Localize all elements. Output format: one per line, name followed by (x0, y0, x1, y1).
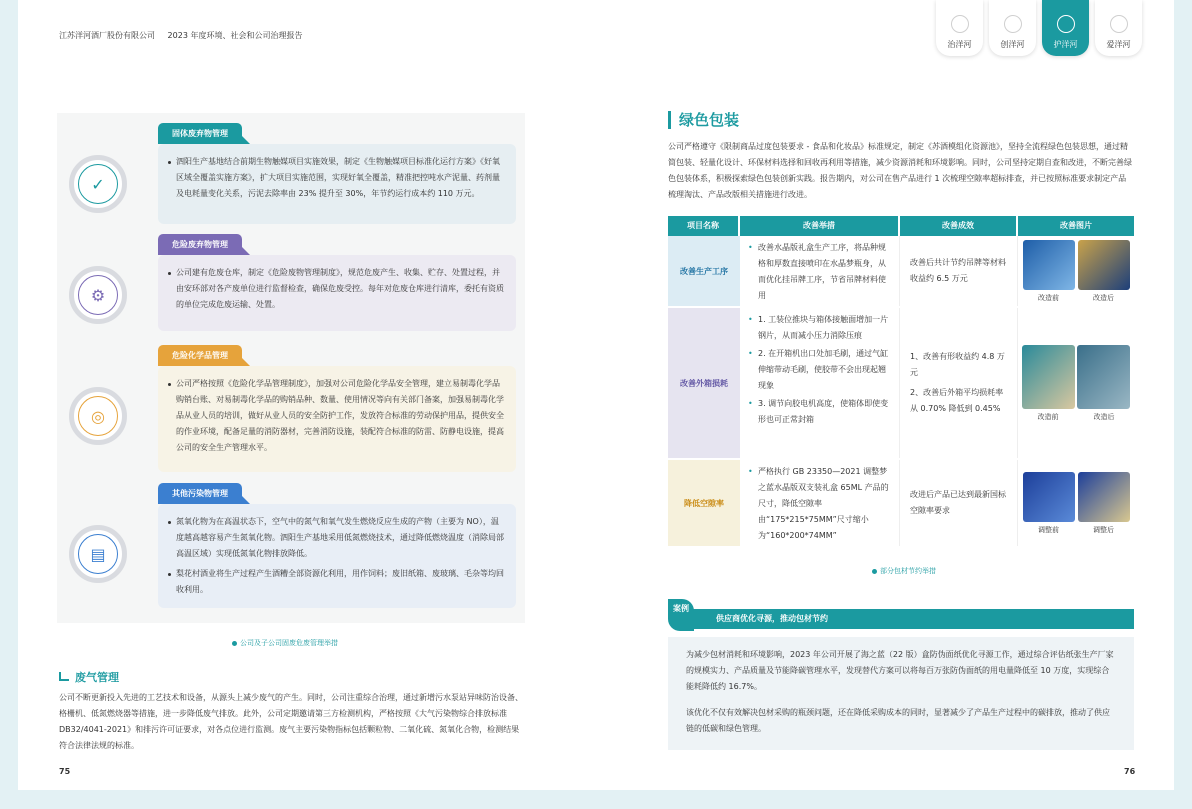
photo-after (1077, 345, 1130, 409)
row-results: 改善后共计节约吊牌等材料收益约 6.5 万元 (900, 236, 1018, 306)
left-caption: 公司及子公司固废危废管理举措 (232, 638, 338, 648)
row-measures: • 1. 工装位推块与箱体接触面增加一片钢片，从而减小压力消除压痕 • 2. 在开箱机出口处加毛刷，通过气缸伸缩带动毛刷，使胶带不会出现起翘现象 • 3. 调节向胶电机高度，使箱体即使变形也可正常封箱 (740, 308, 900, 458)
tab-protect[interactable]: 护洋河 (1042, 0, 1089, 56)
chemical-label: 危险化学品管理 (158, 345, 242, 366)
table-row (668, 308, 1134, 460)
care-icon (1110, 15, 1128, 33)
hazard-waste-item: 公司建有危废仓库，制定《危险废物管理制度》，规范危废产生、收集、贮存、处置过程，并由安环部对各产废单位进行监督检查，确保危废受控。每年对危废仓库进行清库，委托有资质的单位完成危废运输、处置。 (168, 265, 506, 313)
solid-waste-item: 泗阳生产基地结合前期生物触媒项目实施效果，制定《生物触媒项目标准化运行方案》《好氧区域全覆盖实施方案》，扩大项目实施范围，实现好氧全覆盖，精准把控吨水产泥量、药剂量及电耗量变化关系，污泥去除率由 23% 提升至 30%，年节约运行成本约 110 万元。 (168, 154, 506, 202)
page-number-right: 76 (1124, 767, 1136, 776)
hazard-waste-section (57, 234, 525, 338)
chemical-item: 公司严格按照《危险化学品管理制度》，加强对公司危险化学品安全管理，建立易制毒化学品购销台账、对易制毒化学品的购销品种、数量、使用情况等向有关部门备案，加强易制毒化学品从业人员的培训，做好从业人员的安全防护工作，发放符合标准的劳动保护用品，提供安全的作业环境，配备足量的消防器材，完善消防设施，装配符合标准的防雷、防静电设施，提高公司的安全生产管理水平。 (168, 376, 506, 456)
page-frame-left (0, 0, 18, 809)
chemical-section (57, 345, 525, 475)
report-title: 2023 年度环境、社会和公司治理报告 (167, 31, 303, 40)
hazard-waste-text-box (158, 255, 516, 331)
photo-before (1023, 240, 1075, 290)
green-packaging-text: 公司严格遵守《限制商品过度包装要求 - 食品和化妆品》标准规定，制定《苏酒模组化资源池》，坚持全流程绿色包装思想，通过精简包装、轻量化设计、环保材料选择和回收再利用等措施，减少资源消耗和环境影响。同时，公司坚持定期自查和改进，不断完善绿色包装体系，积极探索绿色包装创新实践。报告期内，对公司在售产品进行 1 次梳理空隙率超标排查，并已按照标准要求制定产品梳理淘汰、产品改版相关措施进行改进。 (668, 142, 1132, 199)
pollutant-text-box (158, 504, 516, 608)
pollutant-section (57, 483, 525, 613)
hazard-waste-icon: ⚙ (78, 275, 118, 315)
row-measures: • 严格执行 GB 23350—2021 调整梦之蓝水晶版双支装礼盒 65ML 产品的尺寸，降低空隙率由“175*215*75MM”尺寸缩小为“160*200*74MM” (740, 460, 900, 546)
protect-icon (1057, 15, 1075, 33)
row-photos: 调整前 调整后 (1018, 460, 1134, 546)
row-name: 降低空隙率 (668, 460, 740, 546)
factory-icon (59, 672, 69, 681)
page-frame-bottom (0, 790, 1192, 809)
tab-care[interactable]: 爱洋河 (1095, 0, 1142, 56)
row-photos: 改造前 改造后 (1018, 308, 1134, 458)
pollutant-circle (69, 525, 127, 583)
header-photos: 改善图片 (1018, 216, 1134, 236)
chemical-icon: ◎ (78, 396, 118, 436)
row-name: 改善生产工序 (668, 236, 740, 306)
case-body (668, 637, 1134, 750)
row-results: 1、改善有形收益约 4.8 万元 2、改善后外箱平均损耗率从 0.70% 降低到 0.45% (900, 308, 1018, 458)
exhaust-text: 公司不断更新投入先进的工艺技术和设备，从源头上减少废气的产生。同时，公司注重综合治理，通过新增污水泵站异味防治设备、格栅机、低氮燃烧器等措施，进一步降低废气排放。此外，公司定期邀请第三方检测机构，严格按照《大气污染物综合排放标准 DB32/4041-2021》和排污许可证要求，对各点位进行监测。废气主要污染物指标包括颗粒物、二氧化硫、氮氧化合物，检测结果符合法律法规的标准。 (59, 693, 523, 750)
row-name: 改善外箱损耗 (668, 308, 740, 458)
case-paragraph-2: 该优化不仅有效解决包材采购的瓶颈问题，还在降低采购成本的同时，显著减少了产品生产过程中的碳排放，推动了供应链的低碳和绿色管理。 (686, 708, 1110, 733)
solid-waste-text-box (158, 144, 516, 224)
green-packaging-title: 绿色包装 (668, 111, 739, 129)
solid-waste-circle (69, 155, 127, 213)
header-measures: 改善举措 (740, 216, 900, 236)
innovation-icon (1004, 15, 1022, 33)
chemical-circle (69, 387, 127, 445)
row-measures: • 改善水晶版礼盒生产工序，将品种规格和厚数直接喷印在水晶梦瓶身，从而优化挂吊牌工序，节省吊牌材料使用 (740, 236, 900, 306)
case-title-bar: 供应商优化寻源，推动包材节约 (690, 609, 1134, 629)
exhaust-title: 废气管理 (59, 669, 119, 685)
header-results: 改善成效 (900, 216, 1018, 236)
photo-before (1022, 345, 1075, 409)
pollutant-item-1: 氮氧化物为在高温状态下，空气中的氮气和氧气发生燃烧反应生成的产物（主要为 NO），温度越高越容易产生氮氧化物。泗阳生产基地采用低氮燃烧技术，通过降低燃烧温度（消除局部高温区域）实现低氮氧化物排放降低。 (168, 514, 506, 562)
solid-waste-label: 固体废弃物管理 (158, 123, 242, 144)
header-project: 项目名称 (668, 216, 740, 236)
pollutant-item-2: 梨花村酒业将生产过程产生酒糟全部资源化利用，用作饲料；废旧纸箱、废玻璃、毛杂等均回收利用。 (168, 566, 506, 598)
pollutant-label: 其他污染物管理 (158, 483, 242, 504)
company-name: 江苏洋河酒厂股份有限公司 (59, 31, 155, 40)
packaging-table (668, 216, 1134, 548)
chemical-text-box (158, 366, 516, 472)
page-number-left: 75 (59, 767, 71, 776)
tab-innovation[interactable]: 创洋河 (989, 0, 1036, 56)
table-row (668, 460, 1134, 548)
row-photos: 改造前 改造后 (1018, 236, 1134, 306)
solid-waste-section (57, 123, 525, 233)
table-row (668, 236, 1134, 308)
photo-after (1078, 240, 1130, 290)
table-header (668, 216, 1134, 236)
solid-waste-icon: ✓ (78, 164, 118, 204)
photo-before (1023, 472, 1075, 522)
case-paragraph-1: 为减少包材消耗和环境影响，2023 年公司开展了海之蓝（22 版）盒防伪面纸优化寻源工作，通过综合评估纸张生产厂家的规模实力、产品质量及节能降碳管理水平，发现替代方案可以将每百万张防伪面纸的用电量降低至 10 万度，实现综合能耗降低约 16.7%。 (686, 650, 1114, 691)
row-results: 改进后产品已达到最新国标空隙率要求 (900, 460, 1018, 546)
hazard-waste-circle (69, 266, 127, 324)
chapter-nav (936, 0, 1148, 60)
page-frame-right (1174, 0, 1192, 809)
page-header (59, 30, 312, 41)
pollutant-icon: ▤ (78, 534, 118, 574)
governance-icon (951, 15, 969, 33)
photo-after (1078, 472, 1130, 522)
hazard-waste-label: 危险废弃物管理 (158, 234, 242, 255)
case-badge: 案例 (668, 599, 694, 631)
right-caption: 部分包材节约举措 (872, 566, 936, 576)
tab-governance[interactable]: 治洋河 (936, 0, 983, 56)
